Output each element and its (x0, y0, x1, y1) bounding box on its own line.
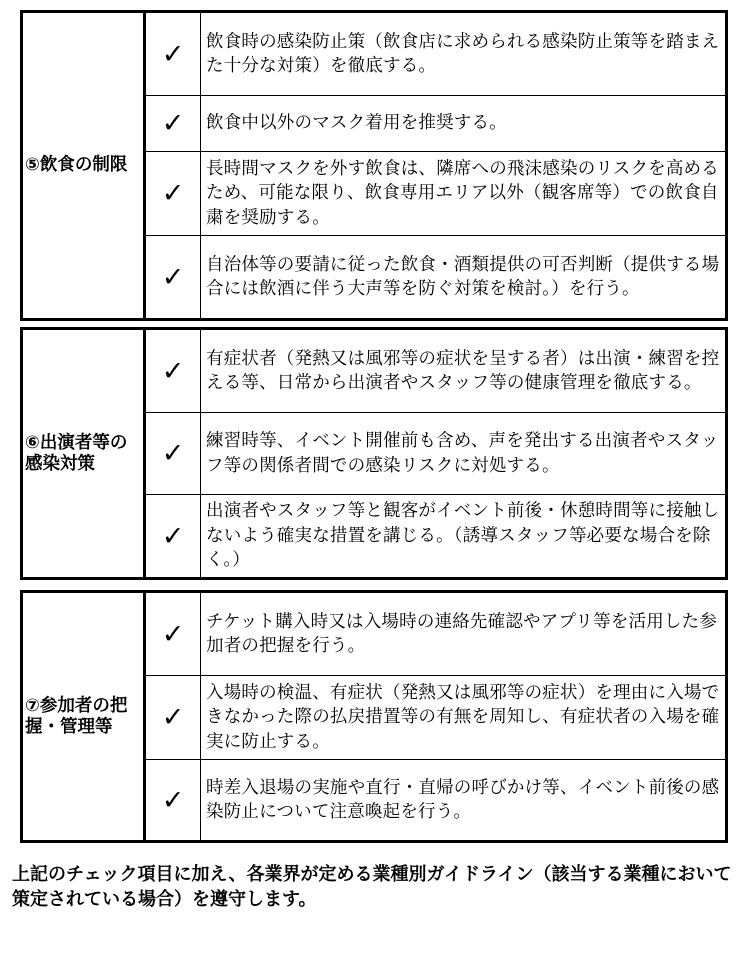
footer-note: 上記のチェック項目に加え、各業界が定める業種別ガイドライン（該当する業種において策定されている場合）を遵守します。 (12, 864, 732, 910)
checklist-item-text: 時差入退場の実施や直行・直帰の呼びかけ等、イベント前後の感染防止について注意喚起を行う。 (201, 760, 727, 842)
check-icon: ✓ (145, 236, 201, 320)
check-icon: ✓ (145, 96, 201, 152)
checklist-item-text: 有症状者（発熱又は風邪等の症状を呈する者）は出演・練習を控える等、日常から出演者やスタッフ等の健康管理を徹底する。 (201, 329, 727, 413)
section-performer-measures (20, 327, 728, 580)
check-icon: ✓ (145, 760, 201, 842)
check-icon: ✓ (145, 592, 201, 676)
check-icon: ✓ (145, 413, 201, 495)
checklist-item-text: 入場時の検温、有症状（発熱又は風邪等の症状）を理由に入場できなかった際の払戻措置等の有無を周知し、有症状者の入場を確実に防止する。 (201, 676, 727, 760)
check-icon: ✓ (145, 12, 201, 96)
checklist-item-text: チケット購入時又は入場時の連絡先確認やアプリ等を活用した参加者の把握を行う。 (201, 592, 727, 676)
checklist-item-text: 飲食時の感染防止策（飲食店に求められる感染防止策等を踏まえた十分な対策）を徹底する。 (201, 12, 727, 96)
check-icon: ✓ (145, 495, 201, 579)
checklist-row (22, 329, 727, 413)
section-label: ⑥出演者等の感染対策 (22, 329, 145, 579)
section-participant-management (20, 590, 728, 843)
section-label: ⑦参加者の把握・管理等 (22, 592, 145, 842)
section-label: ⑤飲食の制限 (22, 12, 145, 320)
check-icon: ✓ (145, 152, 201, 236)
checklist-row (22, 592, 727, 676)
section-eating-restrictions (20, 10, 728, 321)
checklist-item-text: 出演者やスタッフ等と観客がイベント前後・休憩時間等に接触しないよう確実な措置を講じる。（誘導スタッフ等必要な場合を除く。） (201, 495, 727, 579)
checklist-row (22, 12, 727, 96)
checklist-item-text: 自治体等の要請に従った飲食・酒類提供の可否判断（提供する場合には飲酒に伴う大声等を防ぐ対策を検討。）を行う。 (201, 236, 727, 320)
check-icon: ✓ (145, 676, 201, 760)
checklist-item-text: 飲食中以外のマスク着用を推奨する。 (201, 96, 727, 152)
check-icon: ✓ (145, 329, 201, 413)
checklist-item-text: 練習時等、イベント開催前も含め、声を発出する出演者やスタッフ等の関係者間での感染リスクに対処する。 (201, 413, 727, 495)
checklist-item-text: 長時間マスクを外す飲食は、隣席への飛沫感染のリスクを高めるため、可能な限り、飲食専用エリア以外（観客席等）での飲食自粛を奨励する。 (201, 152, 727, 236)
